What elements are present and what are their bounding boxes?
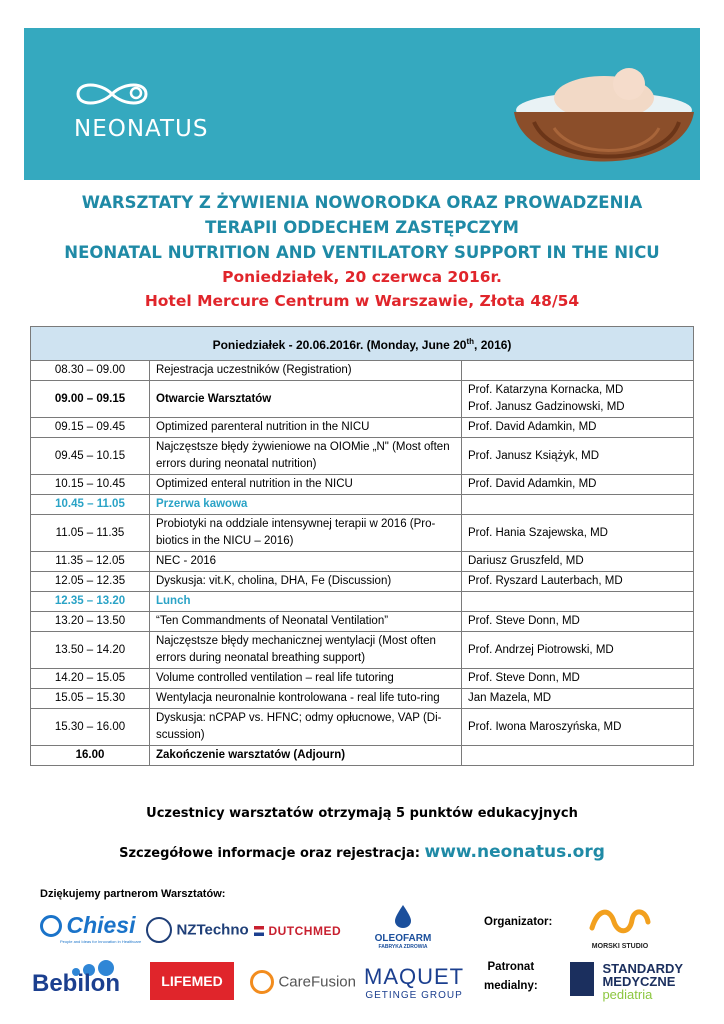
row-topic: Otwarcie Warsztatów [150,381,462,418]
row-time: 10.15 – 10.45 [31,475,150,495]
row-time: 09.00 – 09.15 [31,381,150,418]
row-topic: Najczęstsze błędy żywieniowe na OIOMie „N" (Most often errors during neonatal nutrition) [150,438,462,475]
lifemed-logo: LIFEMED [150,962,234,1000]
event-titles [24,190,700,313]
row-speaker: Prof. Janusz Książyk, MD [462,438,694,475]
title-line-3-english: NEONATAL NUTRITION AND VENTILATORY SUPPORT IN THE NICU [64,243,660,262]
event-venue: Hotel Mercure Centrum w Warszawie, Złota 48/54 [144,292,580,310]
row-topic: Volume controlled ventilation – real life tutoring [150,669,462,689]
event-date: Poniedziałek, 20 czerwca 2016r. [222,268,502,286]
table-row [31,746,694,766]
row-time: 16.00 [31,746,150,766]
row-speaker: Prof. Ryszard Lauterbach, MD [462,572,694,592]
row-topic: Lunch [150,592,462,612]
row-time: 10.45 – 11.05 [31,495,150,515]
row-speaker: Jan Mazela, MD [462,689,694,709]
table-row-break [31,592,694,612]
row-speaker: Prof. Katarzyna Kornacka, MD Prof. Janusz Gadzinowski, MD [462,381,694,418]
row-speaker: Prof. Andrzej Piotrowski, MD [462,632,694,669]
row-topic: Przerwa kawowa [150,495,462,515]
table-row [31,475,694,495]
row-speaker [462,592,694,612]
row-time: 09.15 – 09.45 [31,418,150,438]
table-row [31,438,694,475]
morski-studio-logo: MORSKI STUDIO [580,904,660,950]
row-time: 08.30 – 09.00 [31,361,150,381]
row-time: 15.05 – 15.30 [31,689,150,709]
nztechno-logo: NZTechno [146,917,249,943]
book-icon [570,962,594,996]
baby-in-nutshell-image [494,58,694,180]
standardy-medyczne-logo: STANDARDY MEDYCZNE pediatria [570,962,683,1001]
table-row [31,709,694,746]
chiesi-logo: Chiesi People and Ideas for Innovation in Healthcare [40,912,141,944]
lungs-icon [146,917,172,943]
table-row [31,669,694,689]
row-speaker: Prof. Steve Donn, MD [462,612,694,632]
seahorse-swirl-icon [588,904,652,938]
drop-icon [393,904,413,928]
row-time: 11.05 – 11.35 [31,515,150,552]
agenda-header: Poniedziałek - 20.06.2016r. (Monday, June 20th, 2016) [31,327,694,361]
table-row [31,515,694,552]
registration-label: Szczegółowe informacje oraz rejestracja: [119,846,420,861]
row-topic: Zakończenie warsztatów (Adjourn) [150,746,462,766]
row-time: 13.20 – 13.50 [31,612,150,632]
table-row [31,632,694,669]
organizer-label: Organizator: [484,916,553,928]
registration-info [24,842,700,862]
row-time: 14.20 – 15.05 [31,669,150,689]
partners-heading: Dziękujemy partnerom Warsztatów: [40,888,226,900]
row-speaker: Prof. David Adamkin, MD [462,475,694,495]
table-row [31,418,694,438]
row-speaker: Dariusz Gruszfeld, MD [462,552,694,572]
row-topic: Probiotyki na oddziale intensywnej terapii w 2016 (Pro-biotics in the NICU – 2016) [150,515,462,552]
agenda-header-row [31,327,694,361]
website-link[interactable]: www.neonatus.org [424,842,605,862]
row-time: 09.45 – 10.15 [31,438,150,475]
title-line-2: TERAPII ODDECHEM ZASTĘPCZYM [205,218,519,237]
brand-name: NEONATUS [74,116,209,142]
table-row [31,612,694,632]
bebilon-logo: Bebilon [32,960,120,998]
header-banner [24,28,700,180]
table-row [31,689,694,709]
row-speaker: Prof. Steve Donn, MD [462,669,694,689]
table-row [31,361,694,381]
table-row [31,381,694,418]
row-speaker [462,746,694,766]
row-topic: Rejestracja uczestników (Registration) [150,361,462,381]
row-topic: “Ten Commandments of Neonatal Ventilation” [150,612,462,632]
row-speaker: Prof. Hania Szajewska, MD [462,515,694,552]
row-speaker [462,495,694,515]
row-topic: Najczęstsze błędy mechanicznej wentylacji (Most often errors during neonatal breathing support) [150,632,462,669]
row-topic: NEC - 2016 [150,552,462,572]
row-time: 13.50 – 14.20 [31,632,150,669]
row-topic: Dyskusja: nCPAP vs. HFNC; odmy opłucnowe, VAP (Di-scussion) [150,709,462,746]
row-topic: Optimized enteral nutrition in the NICU [150,475,462,495]
row-time: 15.30 – 16.00 [31,709,150,746]
maquet-logo: MAQUET GETINGE GROUP [364,964,465,1001]
row-time: 12.35 – 13.20 [31,592,150,612]
row-time: 11.35 – 12.05 [31,552,150,572]
row-speaker: Prof. David Adamkin, MD [462,418,694,438]
row-topic: Wentylacja neuronalnie kontrolowana - real life tuto-ring [150,689,462,709]
table-row [31,572,694,592]
row-topic: Optimized parenteral nutrition in the NICU [150,418,462,438]
row-topic: Dyskusja: vit.K, cholina, DHA, Fe (Discussion) [150,572,462,592]
neonatus-logo-icon [72,74,182,114]
oleofarm-logo: OLEOFARM FABRYKA ZDROWIA [370,904,436,950]
media-patron-label: Patronat medialny: [484,961,538,992]
dutchmed-logo: DUTCHMED [254,922,341,940]
title-line-1: WARSZTATY Z ŻYWIENIA NOWORODKA ORAZ PROWADZENIA [81,193,643,212]
table-row [31,552,694,572]
agenda-table [30,326,694,766]
education-points-note: Uczestnicy warsztatów otrzymają 5 punktów edukacyjnych [146,806,578,821]
row-speaker [462,361,694,381]
carefusion-logo: CareFusion [250,970,356,994]
row-time: 12.05 – 12.35 [31,572,150,592]
row-speaker: Prof. Iwona Maroszyńska, MD [462,709,694,746]
table-row-break [31,495,694,515]
carefusion-circle-icon [250,970,274,994]
